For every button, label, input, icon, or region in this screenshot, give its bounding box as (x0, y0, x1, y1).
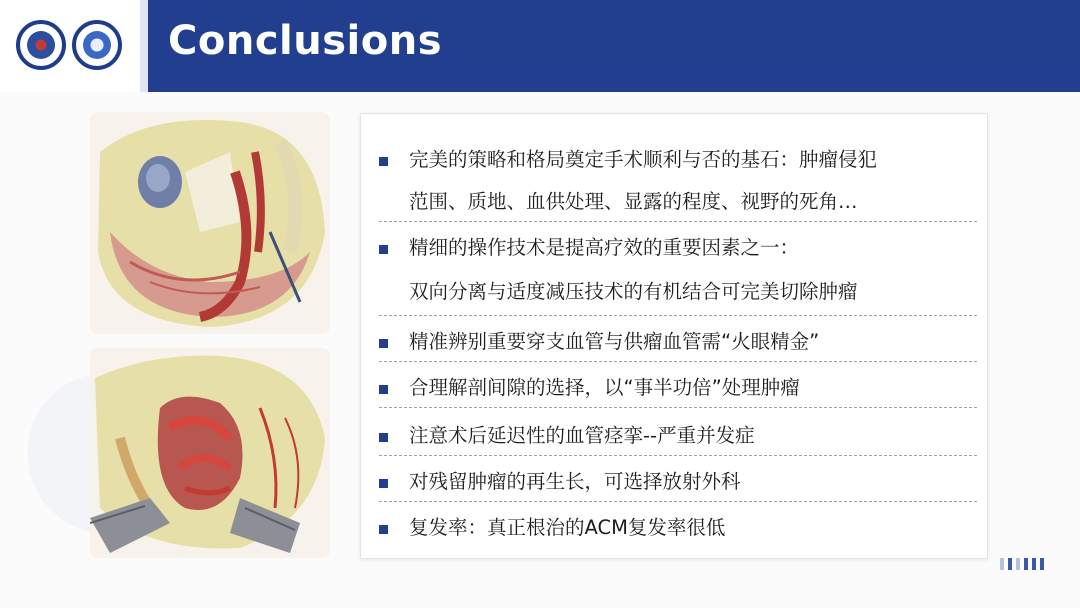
bullet-text: 精细的操作技术是提高疗效的重要因素之一： (409, 236, 800, 259)
list-item (379, 418, 977, 456)
list-item (379, 464, 977, 502)
bullet-square-icon (379, 339, 388, 348)
conclusions-panel (360, 113, 988, 559)
surgical-illustration-top (90, 112, 330, 334)
bullet-text: 双向分离与适度减压技术的有机结合可完美切除肿瘤 (409, 280, 858, 303)
bullet-text: 合理解剖间隙的选择，以“事半功倍”处理肿瘤 (409, 376, 800, 399)
header-divider (140, 0, 148, 92)
list-item (379, 370, 977, 408)
bullet-square-icon (379, 525, 388, 534)
surgical-illustration-bottom (90, 348, 330, 558)
bullet-text: 注意术后延迟性的血管痉挛--严重并发症 (409, 424, 755, 447)
bullet-text: 范围、质地、血供处理、显露的程度、视野的死角… (409, 190, 858, 213)
list-item (379, 324, 977, 362)
hospital-brain-emblem-icon (72, 20, 122, 70)
bullet-text: 精准辨别重要穿支血管与供瘤血管需“火眼精金” (409, 330, 820, 353)
list-item (379, 230, 977, 316)
slide-progress-indicator (1000, 555, 1048, 569)
bullet-text: 完美的策略和格局奠定手术顺利与否的基石：肿瘤侵犯 (409, 148, 878, 171)
slide-title: Conclusions (168, 18, 442, 64)
slide-header (0, 0, 1080, 92)
bullet-square-icon (379, 385, 388, 394)
list-item (379, 142, 977, 222)
bullet-square-icon (379, 479, 388, 488)
bullet-square-icon (379, 433, 388, 442)
bullet-square-icon (379, 157, 388, 166)
logo-area (0, 0, 140, 92)
list-item (379, 510, 977, 548)
bullet-text: 复发率：真正根治的ACM复发率很低 (409, 516, 726, 539)
university-seal-icon (16, 20, 66, 70)
bullet-square-icon (379, 245, 388, 254)
bullet-text: 对残留肿瘤的再生长，可选择放射外科 (409, 470, 741, 493)
